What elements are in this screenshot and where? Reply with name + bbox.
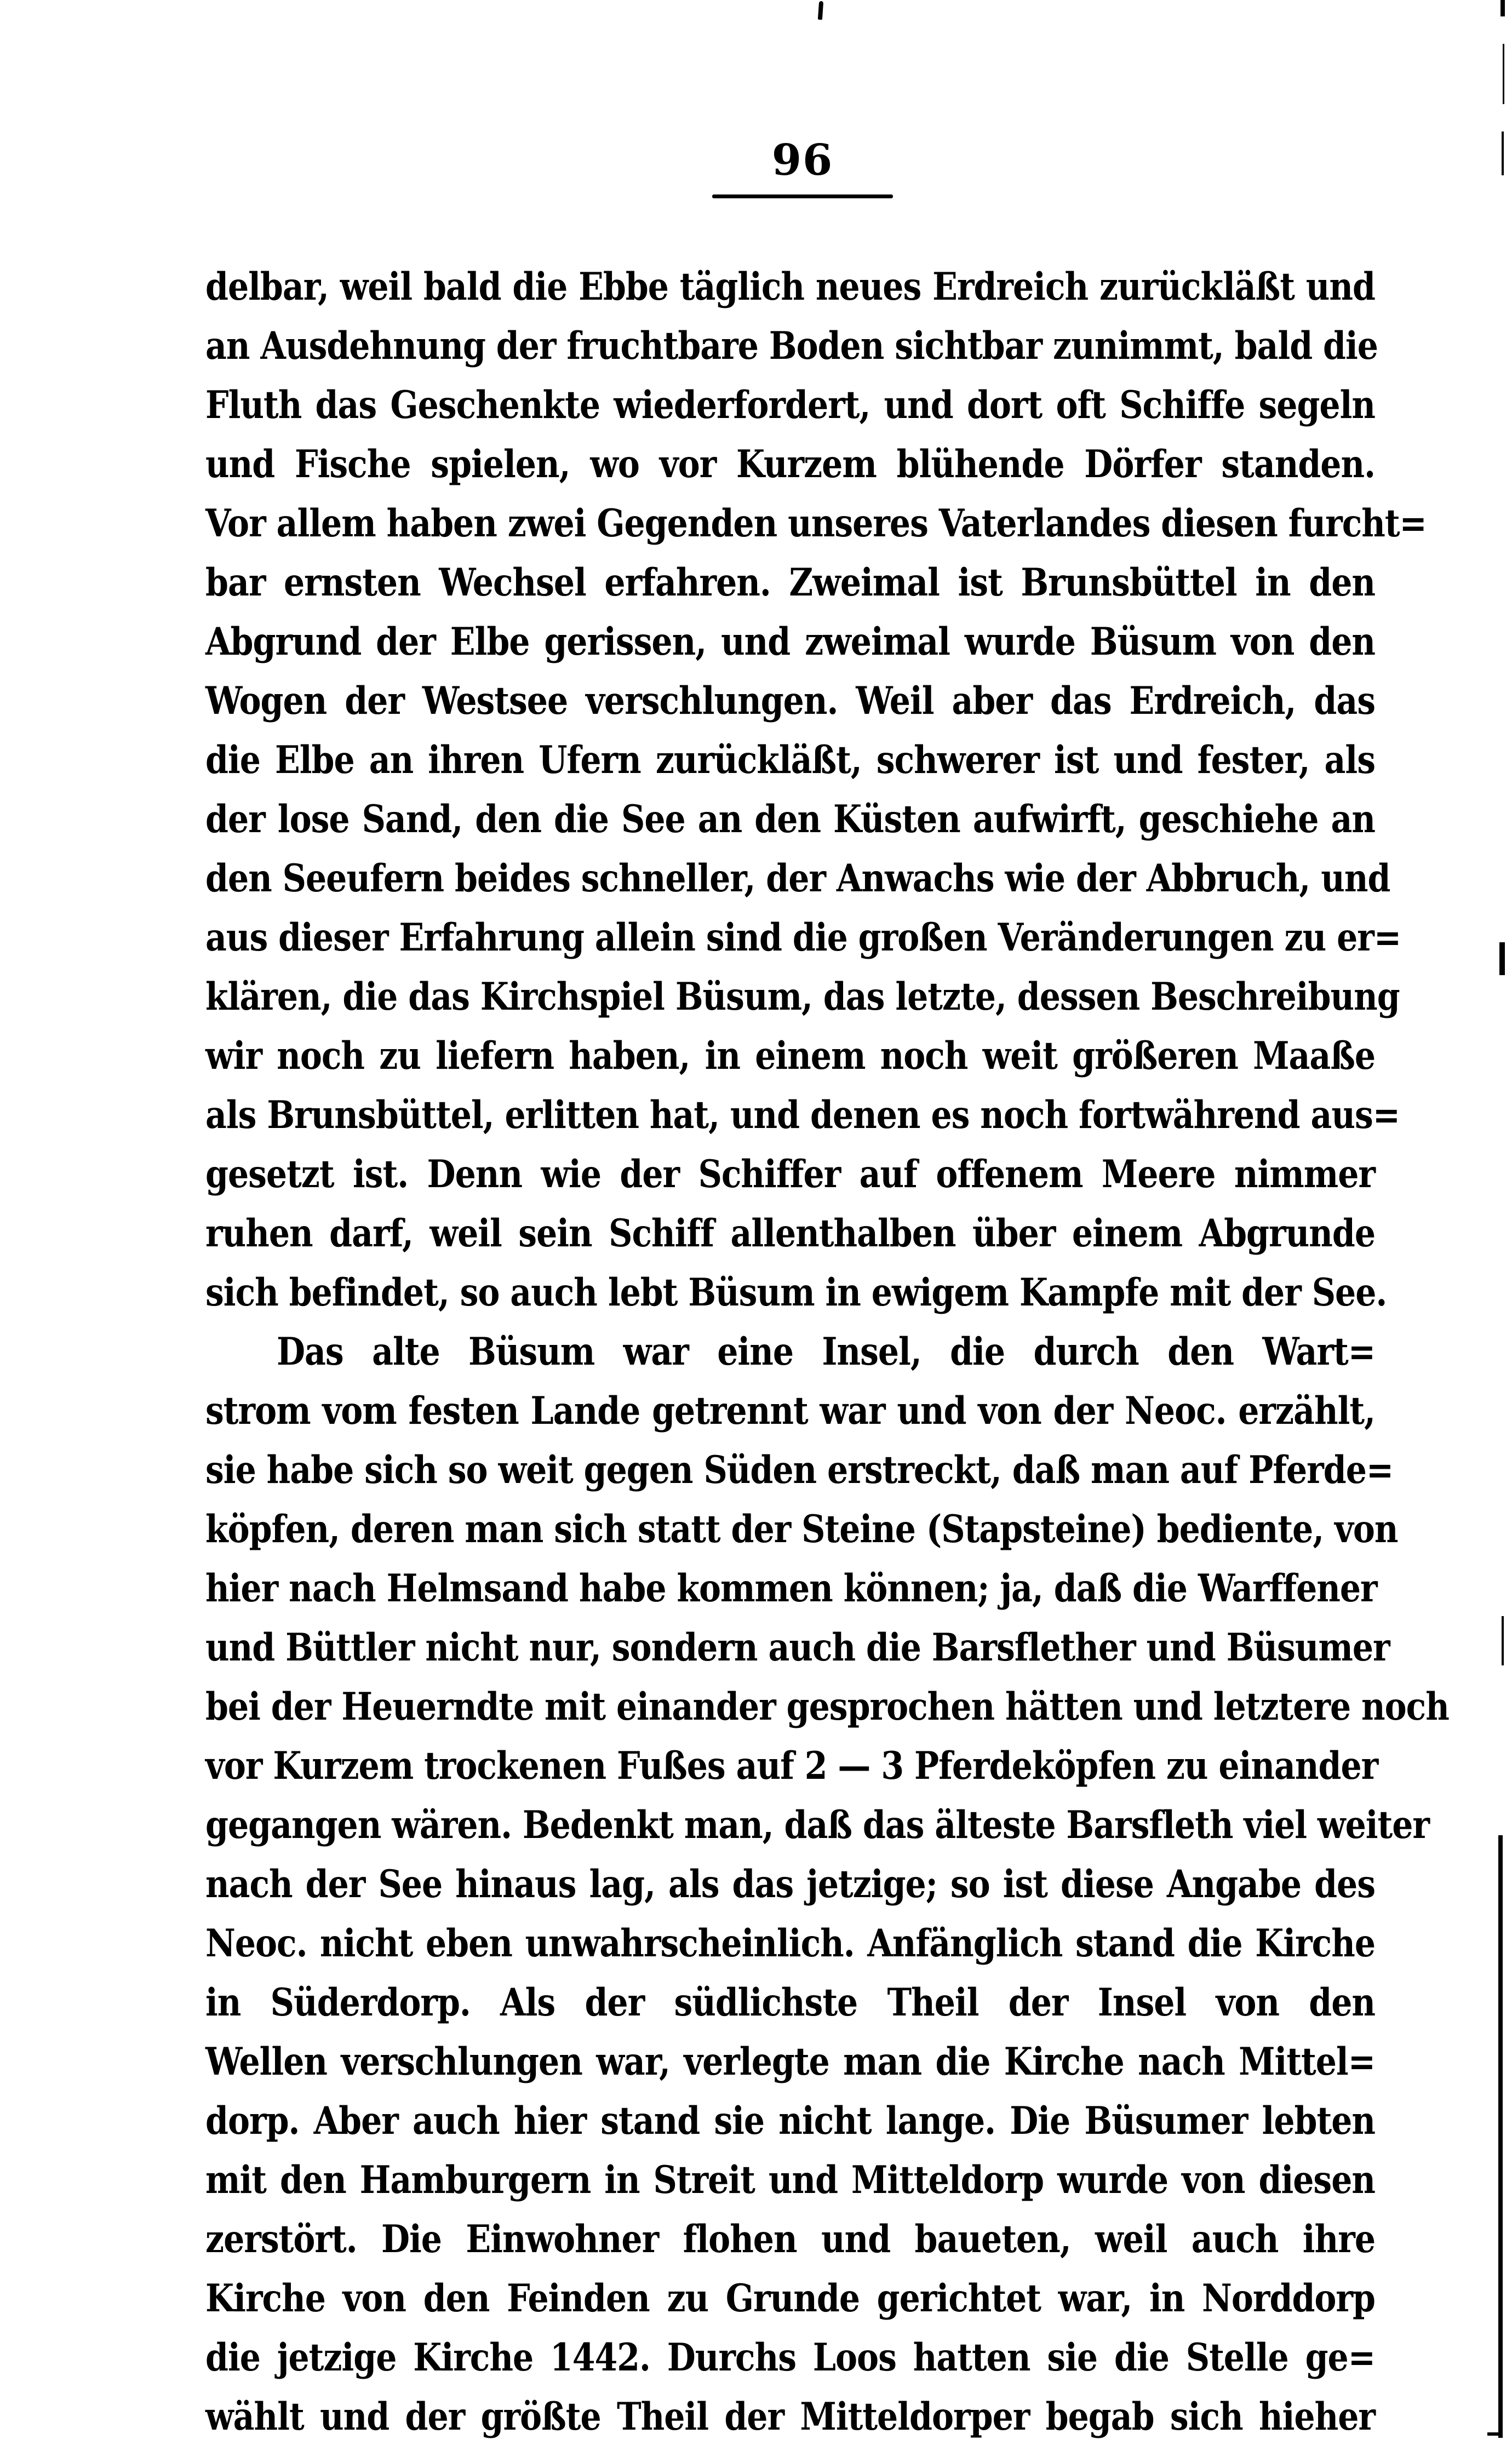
scan-artifact-mark [818,1,823,20]
text-line: mit den Hamburgern in Streit und Mitteldorp wurde von diesen [205,2158,1375,2203]
text-line: bar ernsten Wechsel erfahren. Zweimal ist Brunsbüttel in den [205,560,1375,605]
text-line: vor Kurzem trockenen Fußes auf 2 — 3 Pferdeköpfen zu einander [205,1744,1378,1789]
text-line: Fluth das Geschenkte wiederfordert, und dort oft Schiffe segeln [205,383,1375,428]
text-line: strom vom festen Lande getrennt war und von der Neoc. erzählt, [205,1389,1375,1434]
text-line: Neoc. nicht eben unwahrscheinlich. Anfänglich stand die Kirche [205,1921,1375,1966]
text-line: wählt und der größte Theil der Mitteldorper begab sich hieher [205,2395,1375,2439]
text-line: gesetzt ist. Denn wie der Schiffer auf offenem Meere nimmer [205,1152,1375,1197]
text-line: dorp. Aber auch hier stand sie nicht lange. Die Büsumer lebten [205,2099,1375,2144]
text-line: köpfen, deren man sich statt der Steine (Stapsteine) bediente, von [205,1507,1398,1552]
text-line: Wellen verschlungen war, verlegte man die Kirche nach Mittel= [205,2040,1375,2085]
text-line: als Brunsbüttel, erlitten hat, und denen es noch fortwährend aus= [205,1093,1400,1138]
header-rule [712,194,893,198]
text-line: sich befindet, so auch lebt Büsum in ewigem Kampfe mit der See. [205,1270,1387,1315]
text-line: aus dieser Erfahrung allein sind die großen Veränderungen zu er= [205,915,1401,960]
text-line: bei der Heuerndte mit einander gesprochen hätten und letztere noch [205,1685,1449,1730]
scan-page-edge [1498,0,1505,2449]
text-line: klären, die das Kirchspiel Büsum, das letzte, dessen Beschreibung [205,975,1400,1020]
text-line: den Seeufern beides schneller, der Anwachs wie der Abbruch, und [205,856,1390,901]
paragraph-2 [205,1322,1449,2447]
text-line: gegangen wären. Bedenkt man, daß das älteste Barsfleth viel weiter [205,1803,1430,1848]
text-line: delbar, weil bald die Ebbe täglich neues Erdreich zurückläßt und [205,265,1375,310]
text-line: nach der See hinaus lag, als das jetzige; so ist diese Angabe des [205,1862,1375,1907]
text-line: die jetzige Kirche 1442. Durchs Loos hatten sie die Stelle ge= [205,2335,1375,2380]
text-line: hier nach Helmsand habe kommen können; ja, daß die Warffener [205,1566,1377,1611]
text-line: Kirche von den Feinden zu Grunde gerichtet war, in Norddorp [205,2276,1375,2321]
text-line: sie habe sich so weit gegen Süden erstreckt, daß man auf Pferde= [205,1448,1394,1493]
text-line: ruhen darf, weil sein Schiff allenthalben über einem Abgrunde [205,1211,1375,1256]
text-line: und Fische spielen, wo vor Kurzem blühende Dörfer standen. [205,442,1375,487]
paragraph-1 [205,257,1427,1322]
body-text [205,257,1449,2447]
text-line: und Büttler nicht nur, sondern auch die Barsflether und Büsumer [205,1625,1390,1670]
text-line: zerstört. Die Einwohner flohen und baueten, weil auch ihre [205,2217,1375,2262]
page-number: 96 [771,135,834,185]
text-line: in Süderdorp. Als der südlichste Theil der Insel von den [205,1980,1375,2025]
text-line: wir noch zu liefern haben, in einem noch weit größeren Maaße [205,1034,1375,1079]
text-line: die Elbe an ihren Ufern zurückläßt, schwerer ist und fester, als [205,738,1375,783]
text-line: Abgrund der Elbe gerissen, und zweimal wurde Büsum von den [205,620,1375,665]
text-line: Wogen der Westsee verschlungen. Weil aber das Erdreich, das [205,679,1375,724]
text-line: der lose Sand, den die See an den Küsten aufwirft, geschiehe an [205,797,1375,842]
text-line: an Ausdehnung der fruchtbare Boden sichtbar zunimmt, bald die [205,324,1378,369]
text-line: Das alte Büsum war eine Insel, die durch den Wart= [277,1330,1375,1375]
text-line: Vor allem haben zwei Gegenden unseres Vaterlandes diesen furcht= [205,501,1427,546]
